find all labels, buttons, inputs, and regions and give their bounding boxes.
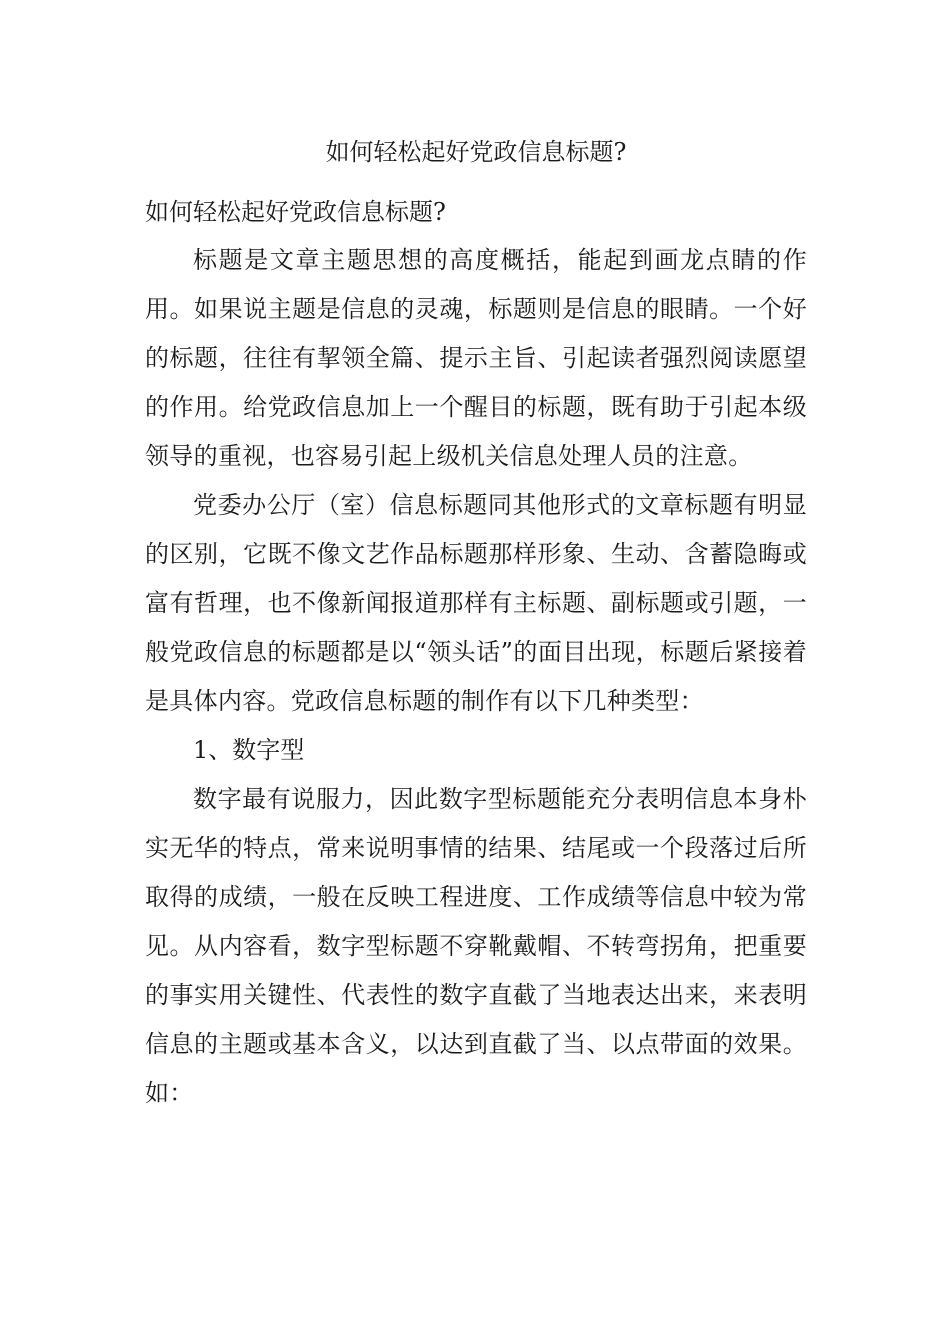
document-page	[145, 128, 807, 1118]
document-subtitle: 如何轻松起好党政信息标题?	[145, 198, 446, 226]
section-heading-numeric: 1、数字型	[193, 736, 305, 764]
types-paragraph: 党委办公厅（室）信息标题同其他形式的文章标题有明显的区别，它既不像文艺作品标题那样形象、生动、含蓄隐晦或富有哲理，也不像新闻报道那样有主标题、副标题或引题，一般党政信息的标题都是以“领头话”的面目出现，标题后紧接着是具体内容。党政信息标题的制作有以下几种类型：	[145, 491, 807, 715]
intro-paragraph: 标题是文章主题思想的高度概括，能起到画龙点睛的作用。如果说主题是信息的灵魂，标题则是信息的眼睛。一个好的标题，往往有挈领全篇、提示主旨、引起读者强烈阅读愿望的作用。给党政信息加上一个醒目的标题，既有助于引起本级领导的重视，也容易引起上级机关信息处理人员的注意。	[145, 246, 807, 470]
document-title: 如何轻松起好党政信息标题?	[325, 138, 627, 166]
numeric-type-paragraph: 数字最有说服力，因此数字型标题能充分表明信息本身朴实无华的特点，常来说明事情的结果、结尾或一个段落过后所取得的成绩，一般在反映工程进度、工作成绩等信息中较为常见。从内容看，数字型标题不穿靴戴帽、不转弯拐角，把重要的事实用关键性、代表性的数字直截了当地表达出来，来表明信息的主题或基本含义，以达到直截了当、以点带面的效果。如：	[145, 785, 807, 1107]
